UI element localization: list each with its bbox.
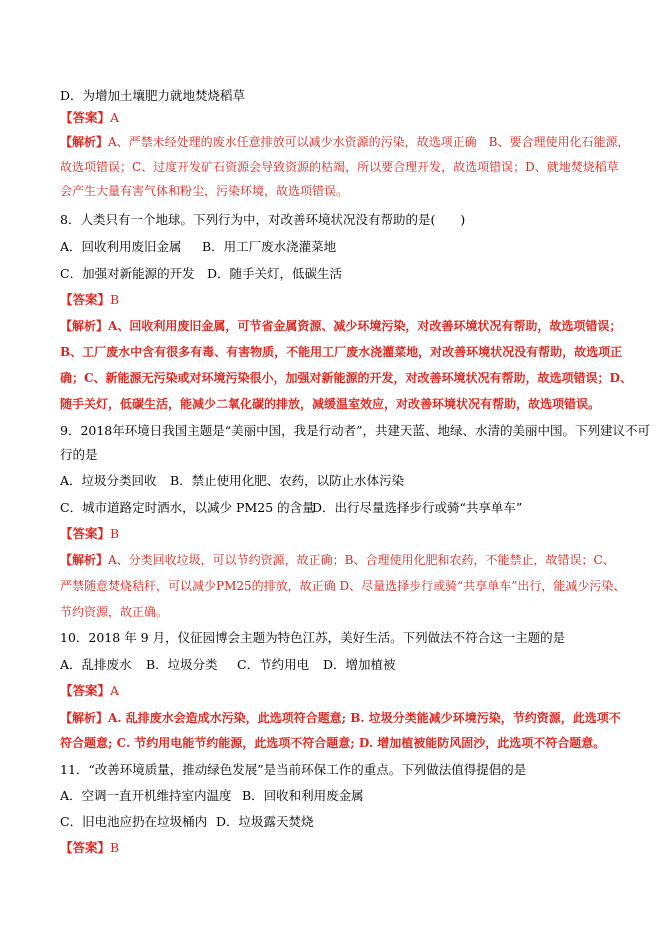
question-10-stem: 10．2018 年 9 月，仪征园博会主题为特色江苏，美好生活。下列做法不符合这一主题的是: [60, 630, 566, 645]
analysis-text: A、分类回收垃圾，可以节约资源，故正确；B、合理使用化肥和农药，不能禁止，故错误；C、: [108, 553, 615, 567]
answer-line-q10: [60, 683, 119, 699]
option-a: A．垃圾分类回收: [60, 473, 157, 488]
analysis-line-q9-1: [60, 552, 615, 568]
question-8-options-row2: [60, 266, 342, 282]
answer-value: B: [110, 292, 120, 307]
option-a: A．空调一直开机维持室内温度: [60, 788, 232, 803]
question-8-options-row1: [60, 239, 336, 255]
option-c: C．加强对新能源的开发: [60, 266, 195, 281]
answer-value: A: [110, 110, 120, 125]
option-c: C．节约用电: [237, 657, 310, 672]
analysis-line-q8-2: B、工厂废水中含有很多有毒、有害物质，不能用工厂废水浇灌菜地，对改善环境状况没有帮助，故选项正: [60, 345, 623, 359]
analysis-text: A. 乱排废水会造成水污染，此选项符合题意; B. 垃圾分类能减少环境污染，节约资源，此选项不: [108, 711, 621, 725]
option-d-line: D．为增加土壤肥力就地焚烧稻草: [60, 88, 246, 103]
option-b: B．回收和利用废金属: [242, 788, 364, 803]
option-a: A．回收利用废旧金属: [60, 239, 182, 254]
option-b: B．禁止使用化肥、农药，以防止水体污染: [170, 473, 405, 488]
answer-line-q7: [60, 110, 119, 126]
question-11-options-row2: [60, 814, 314, 830]
analysis-label: 【解析】: [60, 319, 109, 333]
analysis-text: A、严禁未经处理的废水任意排放可以减少水资源的污染，故选项正确 B、要合理使用化石能源，: [108, 135, 630, 149]
answer-label: 【答案】: [60, 110, 111, 125]
question-9-options-row2: [60, 500, 522, 516]
option-d: D．随手关灯，低碳生活: [207, 266, 343, 281]
analysis-line-q10-2: 符合题意; C. 节约用电能节约能源，此选项不符合题意; D. 增加植被能防风固沙，此选项不符合题意。: [60, 736, 606, 750]
answer-line-q8: [60, 292, 119, 308]
answer-label: 【答案】: [60, 840, 111, 855]
question-11-stem: 11．“改善环境质量，推动绿色发展”是当前环保工作的重点。下列做法值得提倡的是: [60, 762, 527, 777]
analysis-label: 【解析】: [60, 553, 109, 567]
analysis-line-q9-3: 节约资源，故正确。: [60, 605, 169, 619]
question-11-options-row1: [60, 788, 364, 804]
analysis-line-q7-3: 会产生大量有害气体和粉尘，污染环境，故选项错误。: [60, 184, 349, 198]
analysis-line-q10-1: [60, 710, 621, 726]
option-d: D．出行尽量选择步行或骑“共享单车”: [312, 500, 523, 515]
analysis-label: 【解析】: [60, 135, 109, 149]
option-b: B．用工厂废水浇灌菜地: [202, 239, 337, 254]
analysis-text: A、回收利用废旧金属，可节省金属资源、减少环境污染，对改善环境状况有帮助，故选项错误；: [108, 319, 622, 333]
option-a: A．乱排废水: [60, 657, 132, 672]
option-d: D．增加植被: [323, 657, 396, 672]
answer-label: 【答案】: [60, 292, 111, 307]
answer-value: B: [110, 526, 120, 541]
analysis-line-q9-2: 严禁随意焚烧秸秆，可以减少PM25的排放，故正确 D、尽量选择步行或骑“共享单车”出行，能减少污染、: [60, 579, 626, 593]
option-c: C．旧电池应扔在垃圾桶内: [60, 814, 208, 829]
question-10-options: [60, 657, 396, 673]
analysis-line-q8-1: [60, 318, 621, 334]
question-9-stem-line1: 9．2018年环境日我国主题是“美丽中国，我是行动者”，共建天蓝、地绿、水清的美丽中国。下列建议不可: [60, 423, 651, 438]
analysis-line-q8-4: 随手关灯，低碳生活，能减少二氧化碳的排放，减缓温室效应，对改善环境状况有帮助，故选项错误。: [60, 397, 601, 411]
option-c: C．城市道路定时洒水，以减少 PM25 的含量: [60, 500, 315, 515]
analysis-label: 【解析】: [60, 711, 109, 725]
answer-label: 【答案】: [60, 683, 111, 698]
option-d: D．垃圾露天焚烧: [216, 814, 314, 829]
question-8-stem: 8．人类只有一个地球。下列行为中，对改善环境状况没有帮助的是( ): [60, 212, 466, 227]
analysis-line-q8-3: 确；C、新能源无污染或对环境污染很小，加强对新能源的开发，对改善环境状况有帮助，故选项错误；D、: [60, 371, 632, 385]
answer-value: B: [110, 840, 120, 855]
question-9-stem-line2: 行的是: [60, 447, 98, 462]
answer-line-q9: [60, 526, 119, 542]
answer-label: 【答案】: [60, 526, 111, 541]
option-b: B．垃圾分类: [146, 657, 218, 672]
analysis-line-q7-1: [60, 134, 630, 150]
answer-line-q11: [60, 840, 119, 856]
answer-value: A: [110, 683, 120, 698]
question-9-options-row1: [60, 473, 404, 489]
analysis-line-q7-2: 故选项错误；C、过度开发矿石资源会导致资源的枯竭，所以要合理开发，故选项错误；D、就地焚烧稻草: [60, 160, 619, 174]
